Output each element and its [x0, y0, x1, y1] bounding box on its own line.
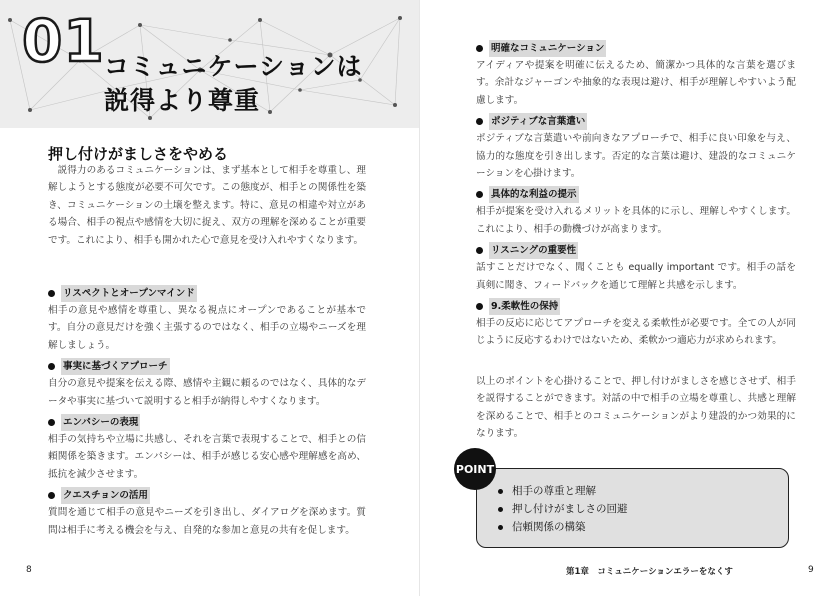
left-tips-list	[48, 285, 366, 543]
tip-heading: リスペクトとオープンマインド	[61, 285, 197, 302]
point-item	[498, 500, 628, 518]
bullet-icon	[476, 45, 483, 52]
point-item-text: 信頼関係の構築	[512, 521, 586, 533]
chapter-number: 01	[22, 7, 105, 75]
tip-text: 話すことだけでなく、聞くことも equally important です。相手の話を真剣に聞き、フィードバックを通じて理解と共感を示します。	[476, 262, 796, 291]
bullet-icon	[498, 489, 503, 494]
bullet-icon	[48, 492, 55, 499]
tip-block	[476, 186, 796, 238]
tip-heading: クエスチョンの活用	[61, 487, 150, 504]
chapter-title-line1: コミュニケーションは	[104, 52, 363, 81]
footer-chapter-title: 第1章 コミュニケーションエラーをなくす	[566, 567, 733, 577]
tip-block	[476, 242, 796, 294]
tip-text: アイディアや提案を明確に伝えるため、簡潔かつ具体的な言葉を選びます。余計なジャーゴンや抽象的な表現は避け、相手が理解しやすいよう配慮します。	[476, 60, 796, 106]
tip-text: 相手が提案を受け入れるメリットを具体的に示し、理解しやすくします。これにより、相手の動機づけが高まります。	[476, 206, 796, 235]
point-item	[498, 482, 628, 500]
tip-heading: 明確なコミュニケーション	[489, 40, 606, 57]
tip-heading: 9.柔軟性の保持	[489, 298, 560, 315]
tip-heading: 事実に基づくアプローチ	[61, 358, 170, 375]
point-item-text: 押し付けがましさの回避	[512, 503, 628, 515]
chapter-title-line2: 説得より尊重	[104, 86, 261, 115]
tip-block	[48, 358, 366, 410]
bullet-icon	[498, 525, 503, 530]
tip-block	[476, 40, 796, 109]
bullet-icon	[476, 303, 483, 310]
bullet-icon	[48, 290, 55, 297]
tip-block	[48, 285, 366, 354]
left-page	[0, 0, 419, 596]
tip-heading: 具体的な利益の提示	[489, 186, 579, 203]
tip-block	[48, 487, 366, 539]
chapter-title	[104, 50, 363, 118]
chapter-banner	[0, 0, 419, 128]
tip-text: ポジティブな言葉遣いや前向きなアプローチで、相手に良い印象を与え、協力的な態度を引き出します。否定的な言葉は避け、建設的なコミュニケーションを心掛けます。	[476, 133, 796, 180]
tip-heading: エンパシーの表現	[61, 414, 140, 431]
tip-block	[476, 113, 796, 182]
bullet-icon	[48, 363, 55, 370]
bullet-icon	[476, 191, 483, 198]
right-page-number: 9	[808, 565, 814, 575]
tip-text: 相手の気持ちや立場に共感し、それを言葉で表現することで、相手との信頼関係を築きます。エンパシーは、相手が感じる安心感や理解感を高め、抵抗を減少させます。	[48, 434, 366, 480]
bullet-icon	[48, 419, 55, 426]
section-heading: 押し付けがましさをやめる	[48, 145, 229, 163]
tip-block	[48, 414, 366, 483]
tip-heading: ポジティブな言葉遣い	[489, 113, 587, 130]
point-item	[498, 518, 628, 536]
bullet-icon	[476, 247, 483, 254]
tip-text: 相手の反応に応じてアプローチを変える柔軟性が必要です。全ての人が同じように反応するわけではないため、柔軟かつ適応力が求められます。	[476, 318, 796, 347]
tip-block	[476, 298, 796, 350]
left-page-number: 8	[26, 565, 32, 575]
tip-text: 質問を通じて相手の意見やニーズを引き出し、ダイアログを深めます。質問は相手に考える機会を与え、自発的な参加と意見の共有を促します。	[48, 507, 366, 536]
closing-paragraph: 以上のポイントを心掛けることで、押し付けがましさを感じさせず、相手を説得することができます。対話の中で相手の立場を尊重し、共感と理解を深めることで、相手とのコミュニケーションがより建設的かつ効果的になります。	[476, 376, 796, 440]
tip-heading: リスニングの重要性	[489, 242, 578, 259]
tip-text: 相手の意見や感情を尊重し、異なる視点にオープンであることが基本です。自分の意見だけを強く主張するのではなく、相手の立場やニーズを理解しましょう。	[48, 305, 366, 351]
tip-text: 自分の意見や提案を伝える際、感情や主観に頼るのではなく、具体的なデータや事実に基づいて説明すると相手が納得しやすくなります。	[48, 378, 366, 407]
point-badge: POINT	[454, 448, 496, 490]
point-list	[498, 482, 628, 536]
bullet-icon	[498, 507, 503, 512]
bullet-icon	[476, 118, 483, 125]
point-item-text: 相手の尊重と理解	[512, 485, 596, 497]
right-tips-list	[476, 40, 796, 354]
intro-paragraph: 説得力のあるコミュニケーションは、まず基本として相手を尊重し、理解しようとする態度が必要不可欠です。この態度が、相手との関係性を築き、コミュニケーションの土壌を整えます。特に、意見の相違や対立がある場合、相手の視点や感情を大切に捉え、双方の理解を深めることが重要です。これにより、相手も開かれた心で意見を受け入れやすくなります。	[48, 165, 366, 246]
